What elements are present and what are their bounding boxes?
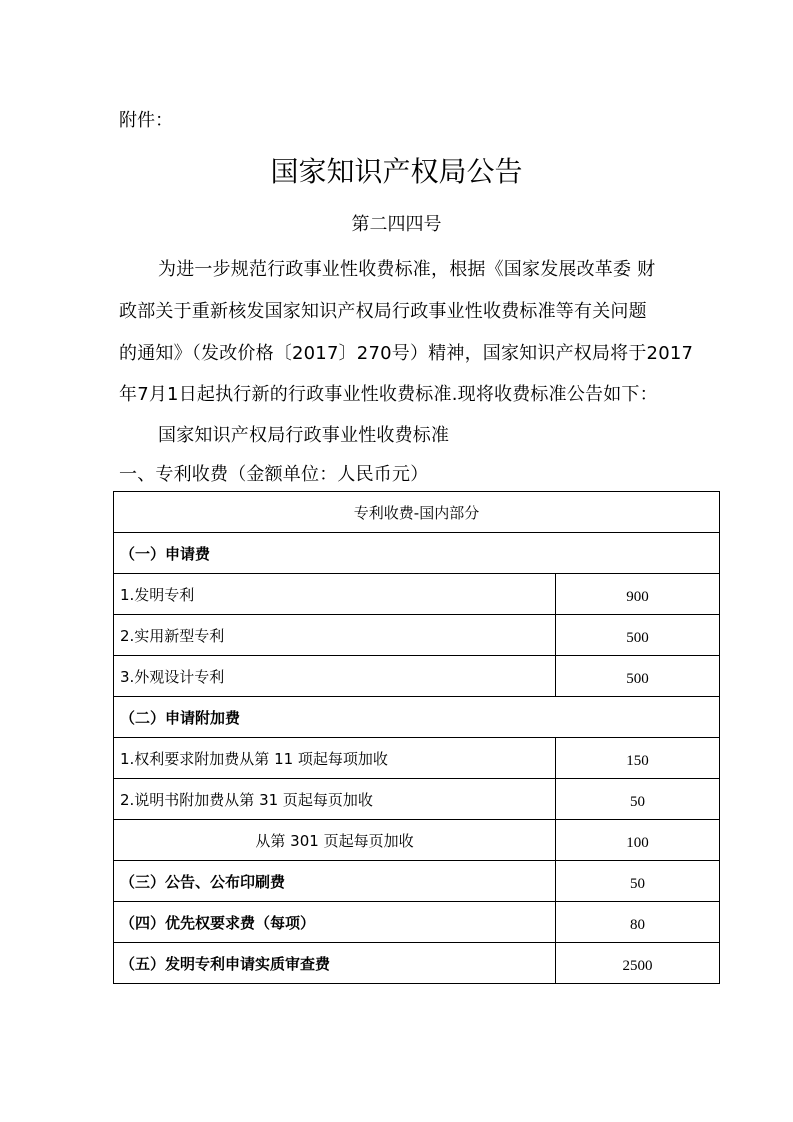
table-row (114, 779, 720, 820)
paragraph-line-4: 年7月1日起执行新的行政事业性收费标准.现将收费标准公告如下： (119, 384, 658, 405)
fee-amount: 50 (556, 861, 720, 902)
table-row (114, 656, 720, 697)
fee-category-label: （二）申请附加费 (114, 697, 720, 738)
fee-amount: 500 (556, 615, 720, 656)
table-row (114, 738, 720, 779)
fee-category-label: （四）优先权要求费（每项） (114, 902, 556, 943)
table-row (114, 697, 720, 738)
paragraph-line-3: 的通知》（发改价格〔2017〕270号）精神，国家知识产权局将于2017 (119, 343, 694, 364)
table-header: 专利收费-国内部分 (114, 492, 720, 533)
standard-title: 国家知识产权局行政事业性收费标准 (158, 425, 450, 446)
fee-amount: 50 (556, 779, 720, 820)
fee-amount: 2500 (556, 943, 720, 984)
attachment-label: 附件： (119, 110, 173, 131)
paragraph-line-2: 政部关于重新核发国家知识产权局行政事业性收费标准等有关问题 (119, 301, 647, 322)
fee-category-label: （三）公告、公布印刷费 (114, 861, 556, 902)
paragraph-line-1: 为进一步规范行政事业性收费标准，根据《国家发展改革委 财 (158, 259, 656, 280)
announcement-number: 第二四四号 (351, 214, 442, 235)
table-row (114, 861, 720, 902)
fee-amount: 80 (556, 902, 720, 943)
fee-category-label: （一）申请费 (114, 533, 720, 574)
fee-label: 1.发明专利 (114, 574, 556, 615)
fee-amount: 900 (556, 574, 720, 615)
fee-label: 3.外观设计专利 (114, 656, 556, 697)
table-row (114, 820, 720, 861)
fee-amount: 500 (556, 656, 720, 697)
fee-label: 2.说明书附加费从第 31 页起每页加收 (114, 779, 556, 820)
fee-label: 1.权利要求附加费从第 11 项起每项加收 (114, 738, 556, 779)
table-row (114, 615, 720, 656)
fee-table (113, 491, 720, 984)
table-row (114, 943, 720, 984)
table-row (114, 533, 720, 574)
fee-category-label: （五）发明专利申请实质审查费 (114, 943, 556, 984)
fee-amount: 150 (556, 738, 720, 779)
section-heading: 一、专利收费（金额单位：人民币元） (119, 464, 429, 485)
table-header-row (114, 492, 720, 533)
page-title: 国家知识产权局公告 (270, 155, 523, 188)
table-row (114, 574, 720, 615)
fee-amount: 100 (556, 820, 720, 861)
fee-label: 从第 301 页起每页加收 (114, 820, 556, 861)
fee-label: 2.实用新型专利 (114, 615, 556, 656)
table-row (114, 902, 720, 943)
